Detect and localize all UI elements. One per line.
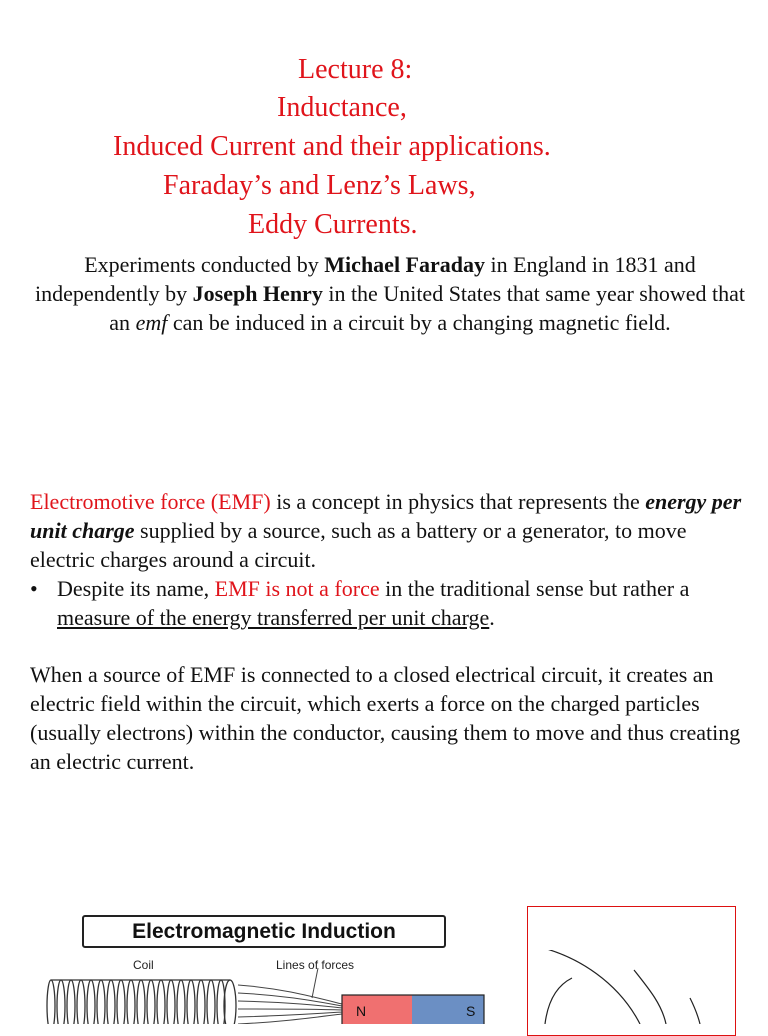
coil-graphic <box>47 980 236 1024</box>
bullet-text-2: in the traditional sense but rather a <box>379 576 690 601</box>
bullet-text <box>57 574 757 632</box>
bullet-text-1: Despite its name, <box>57 576 215 601</box>
south-label: S <box>466 1003 476 1019</box>
figure-title-box <box>82 915 446 948</box>
title-line-3: Induced Current and their applications. <box>113 131 551 162</box>
energy-measure-underlined: measure of the energy transferred per unit charge <box>57 605 490 630</box>
north-label: N <box>356 1003 367 1019</box>
emf-not-force: EMF is not a force <box>214 576 380 601</box>
coil-label: Coil <box>133 958 154 972</box>
field-sketch-frame <box>527 906 736 1036</box>
intro-text-4: can be induced in a circuit by a changing magnetic field. <box>167 310 671 335</box>
field-lines <box>238 968 342 1024</box>
bullet-dot: • <box>30 576 38 601</box>
title-line-1: Lecture 8: <box>298 54 413 85</box>
intro-text-3: in the United States that same year showed that an <box>109 281 745 335</box>
title-line-4: Faraday’s and Lenz’s Laws, <box>163 170 476 201</box>
emf-def-text-2: supplied by a source, such as a battery or a generator, to move electric charges around a circuit. <box>30 518 687 572</box>
intro-paragraph <box>30 250 750 337</box>
circuit-paragraph: When a source of EMF is connected to a closed electrical circuit, it creates an electric field within the circuit, which exerts a force on the charged particles (usually electrons) within the conductor, causing them to move and thus creating an electric current. <box>30 662 741 774</box>
magnet-north-pole <box>342 995 412 1024</box>
title-line-2: Inductance, <box>277 92 407 123</box>
emf-italic: emf <box>135 310 168 335</box>
henry-name: Joseph Henry <box>192 281 323 306</box>
emf-definition <box>30 487 750 574</box>
bullet-text-3: . <box>489 605 495 630</box>
energy-per-unit-charge: energy per unit charge <box>30 489 742 543</box>
faraday-name: Michael Faraday <box>324 252 485 277</box>
figure-title: Electromagnetic Induction <box>132 920 396 943</box>
title-line-5: Eddy Currents. <box>248 209 418 240</box>
lines-of-force-label: Lines of forces <box>276 958 355 972</box>
intro-text-2: in England in 1831 and independently by <box>35 252 696 306</box>
emf-def-text-1: is a concept in physics that represents the <box>270 489 646 514</box>
bar-magnet <box>342 995 484 1024</box>
emf-term: Electromotive force (EMF) <box>30 489 271 514</box>
intro-text-1: Experiments conducted by <box>84 252 325 277</box>
